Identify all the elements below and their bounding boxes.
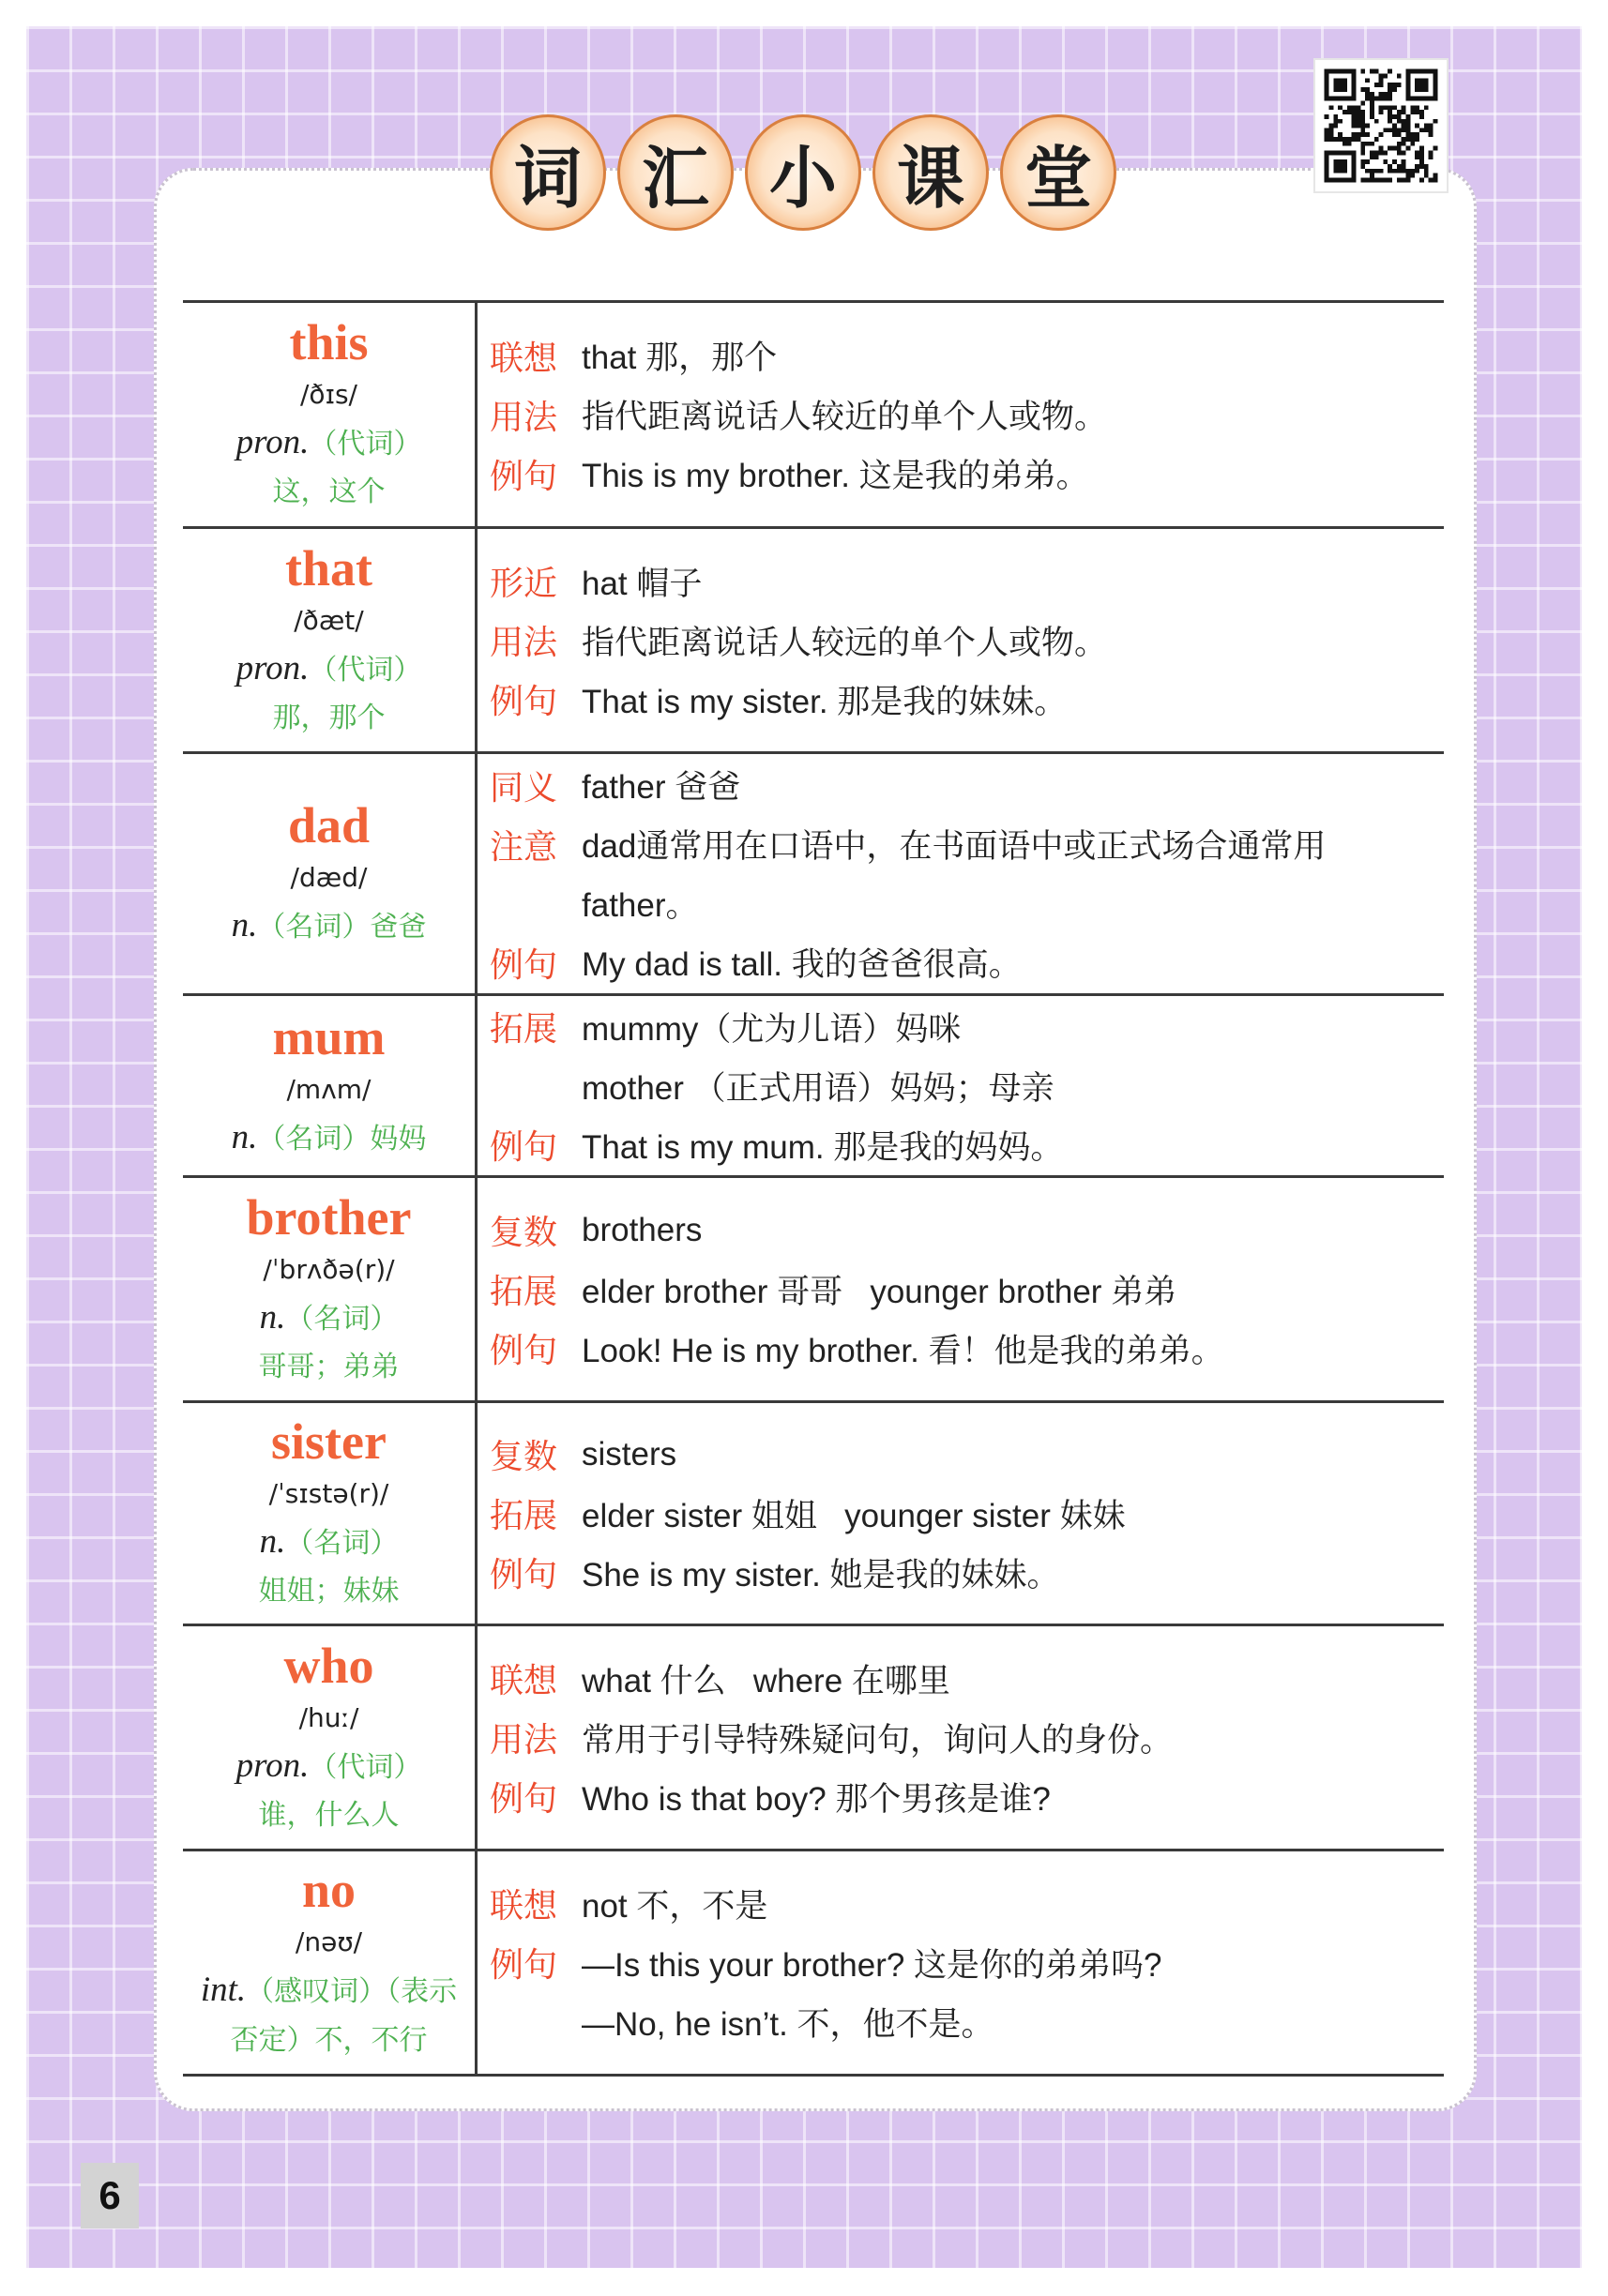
part-of-speech: n.	[231, 1117, 258, 1156]
headword: who	[283, 1637, 374, 1694]
note-line	[490, 997, 1444, 1056]
note-label: 例句	[490, 1332, 558, 1370]
note-line	[490, 1708, 1444, 1767]
word-cell	[183, 529, 478, 751]
vocabulary-table	[183, 300, 1444, 2077]
meaning: 哥哥；弟弟	[258, 1350, 400, 1383]
note-line	[490, 326, 1444, 385]
phonetic: /ˈbrʌðə(r)/	[263, 1253, 395, 1285]
note-text: father 爸爸	[582, 769, 741, 806]
meaning: 谁，什么人	[258, 1798, 400, 1832]
notes-cell	[478, 303, 1444, 526]
note-line	[490, 1319, 1444, 1378]
word-cell	[183, 1403, 478, 1624]
page-number: 6	[81, 2163, 139, 2228]
note-label: 例句	[490, 945, 558, 985]
note-text: Look! He is my brother. 看！他是我的弟弟。	[582, 1332, 1224, 1369]
note-label: 形近	[490, 565, 558, 603]
note-line	[490, 1260, 1444, 1319]
phonetic: /ˈsɪstə(r)/	[268, 1477, 389, 1509]
note-line	[490, 1484, 1444, 1543]
note-text: Who is that boy? 那个男孩是谁?	[582, 1780, 1051, 1818]
note-label: 拓展	[490, 1273, 558, 1311]
meaning: 姐姐；妹妹	[258, 1574, 400, 1608]
headword: no	[301, 1861, 356, 1918]
word-cell	[183, 1626, 478, 1849]
notes-cell	[478, 1178, 1444, 1400]
note-text: hat 帽子	[582, 565, 703, 602]
note-text: This is my brother. 这是我的弟弟。	[582, 458, 1089, 494]
note-label: 用法	[490, 398, 558, 437]
part-of-speech-line	[236, 418, 422, 469]
title-char: 堂	[1000, 114, 1116, 231]
part-of-speech-line	[236, 644, 422, 695]
note-text: My dad is tall. 我的爸爸很高。	[582, 946, 1022, 983]
note-text: 指代距离说话人较远的单个人或物。	[582, 624, 1108, 661]
vocab-entry	[183, 1626, 1444, 1851]
part-of-speech-line	[236, 1742, 422, 1792]
note-line	[490, 670, 1444, 729]
note-label: 联想	[490, 339, 558, 378]
note-line	[490, 551, 1444, 611]
note-label: 用法	[490, 1721, 558, 1760]
note-text: —Is this your brother? 这是你的弟弟吗?	[582, 1946, 1162, 1984]
note-label: 例句	[490, 1128, 558, 1167]
note-line	[490, 611, 1444, 670]
phonetic: /huː/	[298, 1701, 359, 1733]
vocab-entry	[183, 1403, 1444, 1626]
note-line	[490, 1649, 1444, 1708]
note-line	[490, 815, 1444, 874]
note-line	[490, 1543, 1444, 1602]
note-label: 注意	[490, 827, 558, 867]
vocab-entry	[183, 1178, 1444, 1403]
headword: this	[289, 314, 369, 370]
phonetic: /ðɪs/	[300, 379, 357, 410]
vocab-entry	[183, 754, 1444, 996]
note-text: elder brother 哥哥 younger brother 弟弟	[582, 1273, 1177, 1310]
note-line	[490, 874, 1444, 933]
part-of-speech-cn: （代词）	[309, 1750, 422, 1784]
note-label: 复数	[490, 1214, 558, 1252]
part-of-speech-cn: （名词）	[285, 1302, 399, 1336]
word-cell	[183, 754, 478, 993]
note-text: brothers	[582, 1211, 703, 1248]
note-label: 例句	[490, 1946, 558, 1985]
part-of-speech-line	[260, 1518, 399, 1568]
note-label: 例句	[490, 683, 558, 721]
note-text: not 不，不是	[582, 1887, 768, 1925]
section-title	[490, 114, 1116, 231]
meaning: 那，那个	[272, 701, 386, 734]
notes-cell	[478, 1626, 1444, 1849]
note-label: 联想	[490, 1887, 558, 1926]
headword: sister	[271, 1412, 387, 1470]
note-text: —No, he isn’t. 不，他不是。	[582, 2005, 994, 2043]
note-line	[490, 756, 1444, 815]
note-line	[490, 1933, 1444, 1992]
part-of-speech-cn: （代词）	[309, 428, 422, 461]
note-line	[490, 1056, 1444, 1115]
note-line	[490, 385, 1444, 445]
vocab-entry	[183, 1851, 1444, 2077]
headword: brother	[246, 1188, 412, 1246]
title-char: 小	[745, 114, 861, 231]
note-text: dad通常用在口语中，在书面语中或正式场合通常用	[582, 828, 1327, 865]
note-line	[490, 1425, 1444, 1484]
phonetic: /ðæt/	[294, 604, 364, 636]
note-text: that 那，那个	[582, 340, 778, 376]
word-cell	[183, 1178, 478, 1400]
note-text: That is my sister. 那是我的妹妹。	[582, 683, 1068, 720]
note-label: 用法	[490, 624, 558, 662]
part-of-speech: n.	[259, 1521, 286, 1561]
note-line	[490, 1115, 1444, 1174]
part-of-speech-line	[194, 1966, 463, 2065]
qr-code-icon[interactable]	[1313, 58, 1449, 193]
note-label: 例句	[490, 1556, 558, 1594]
note-line	[490, 1767, 1444, 1826]
notes-cell	[478, 1851, 1444, 2074]
part-of-speech-cn: （名词）	[257, 910, 371, 944]
note-text: elder sister 姐姐 younger sister 妹妹	[582, 1497, 1126, 1534]
note-text: That is my mum. 那是我的妈妈。	[582, 1128, 1064, 1166]
note-label: 例句	[490, 1780, 558, 1819]
notes-cell	[478, 996, 1444, 1175]
note-label: 例句	[490, 457, 558, 496]
note-label: 拓展	[490, 1010, 558, 1049]
note-label: 同义	[490, 768, 558, 808]
note-text: 常用于引导特殊疑问句，询问人的身份。	[582, 1721, 1174, 1759]
vocab-entry	[183, 303, 1444, 529]
note-label: 联想	[490, 1662, 558, 1700]
phonetic: /mʌm/	[286, 1073, 372, 1105]
part-of-speech-cn: （名词）	[257, 1122, 371, 1156]
part-of-speech: int.	[200, 1970, 247, 2009]
meaning: 妈妈	[370, 1122, 427, 1156]
part-of-speech-cn: （代词）	[309, 653, 422, 687]
word-cell	[183, 996, 478, 1175]
note-line	[490, 1201, 1444, 1260]
part-of-speech-line	[232, 1113, 427, 1164]
title-char: 课	[872, 114, 989, 231]
part-of-speech: pron.	[235, 1745, 310, 1785]
vocab-entry	[183, 529, 1444, 754]
headword: that	[285, 539, 372, 597]
note-text: mother （正式用语）妈妈；母亲	[582, 1069, 1054, 1107]
qr-code	[1315, 60, 1447, 191]
notes-cell	[478, 529, 1444, 751]
notes-cell	[478, 754, 1444, 993]
title-char: 词	[490, 114, 606, 231]
part-of-speech-cn: （名词）	[285, 1526, 399, 1560]
note-text: sisters	[582, 1435, 677, 1473]
word-cell	[183, 303, 478, 526]
part-of-speech: n.	[259, 1297, 286, 1337]
vocab-entry	[183, 996, 1444, 1178]
part-of-speech: pron.	[235, 648, 310, 687]
notes-cell	[478, 1403, 1444, 1624]
part-of-speech-line	[232, 901, 427, 952]
part-of-speech: n.	[231, 905, 258, 944]
part-of-speech-cn: （感叹词）	[246, 1974, 387, 2008]
title-char: 汇	[617, 114, 734, 231]
note-text: father。	[582, 887, 699, 924]
note-label: 拓展	[490, 1497, 558, 1535]
note-text: mummy（尤为儿语）妈咪	[582, 1010, 962, 1048]
note-text: what 什么 where 在哪里	[582, 1662, 950, 1699]
word-cell	[183, 1851, 478, 2074]
note-line	[490, 1874, 1444, 1933]
part-of-speech: pron.	[235, 423, 310, 461]
meaning: （表示否定）不，不行	[230, 1974, 458, 2057]
note-line	[490, 445, 1444, 504]
part-of-speech-line	[260, 1293, 399, 1344]
note-line	[490, 933, 1444, 992]
phonetic: /dæd/	[290, 861, 368, 893]
note-text: 指代距离说话人较近的单个人或物。	[582, 399, 1108, 435]
headword: mum	[272, 1008, 386, 1065]
meaning: 爸爸	[370, 910, 427, 944]
phonetic: /nəʊ/	[295, 1926, 363, 1957]
headword: dad	[287, 796, 371, 853]
meaning: 这，这个	[272, 476, 386, 508]
note-line	[490, 1992, 1444, 2051]
note-label: 复数	[490, 1438, 558, 1476]
note-text: She is my sister. 她是我的妹妹。	[582, 1556, 1060, 1594]
